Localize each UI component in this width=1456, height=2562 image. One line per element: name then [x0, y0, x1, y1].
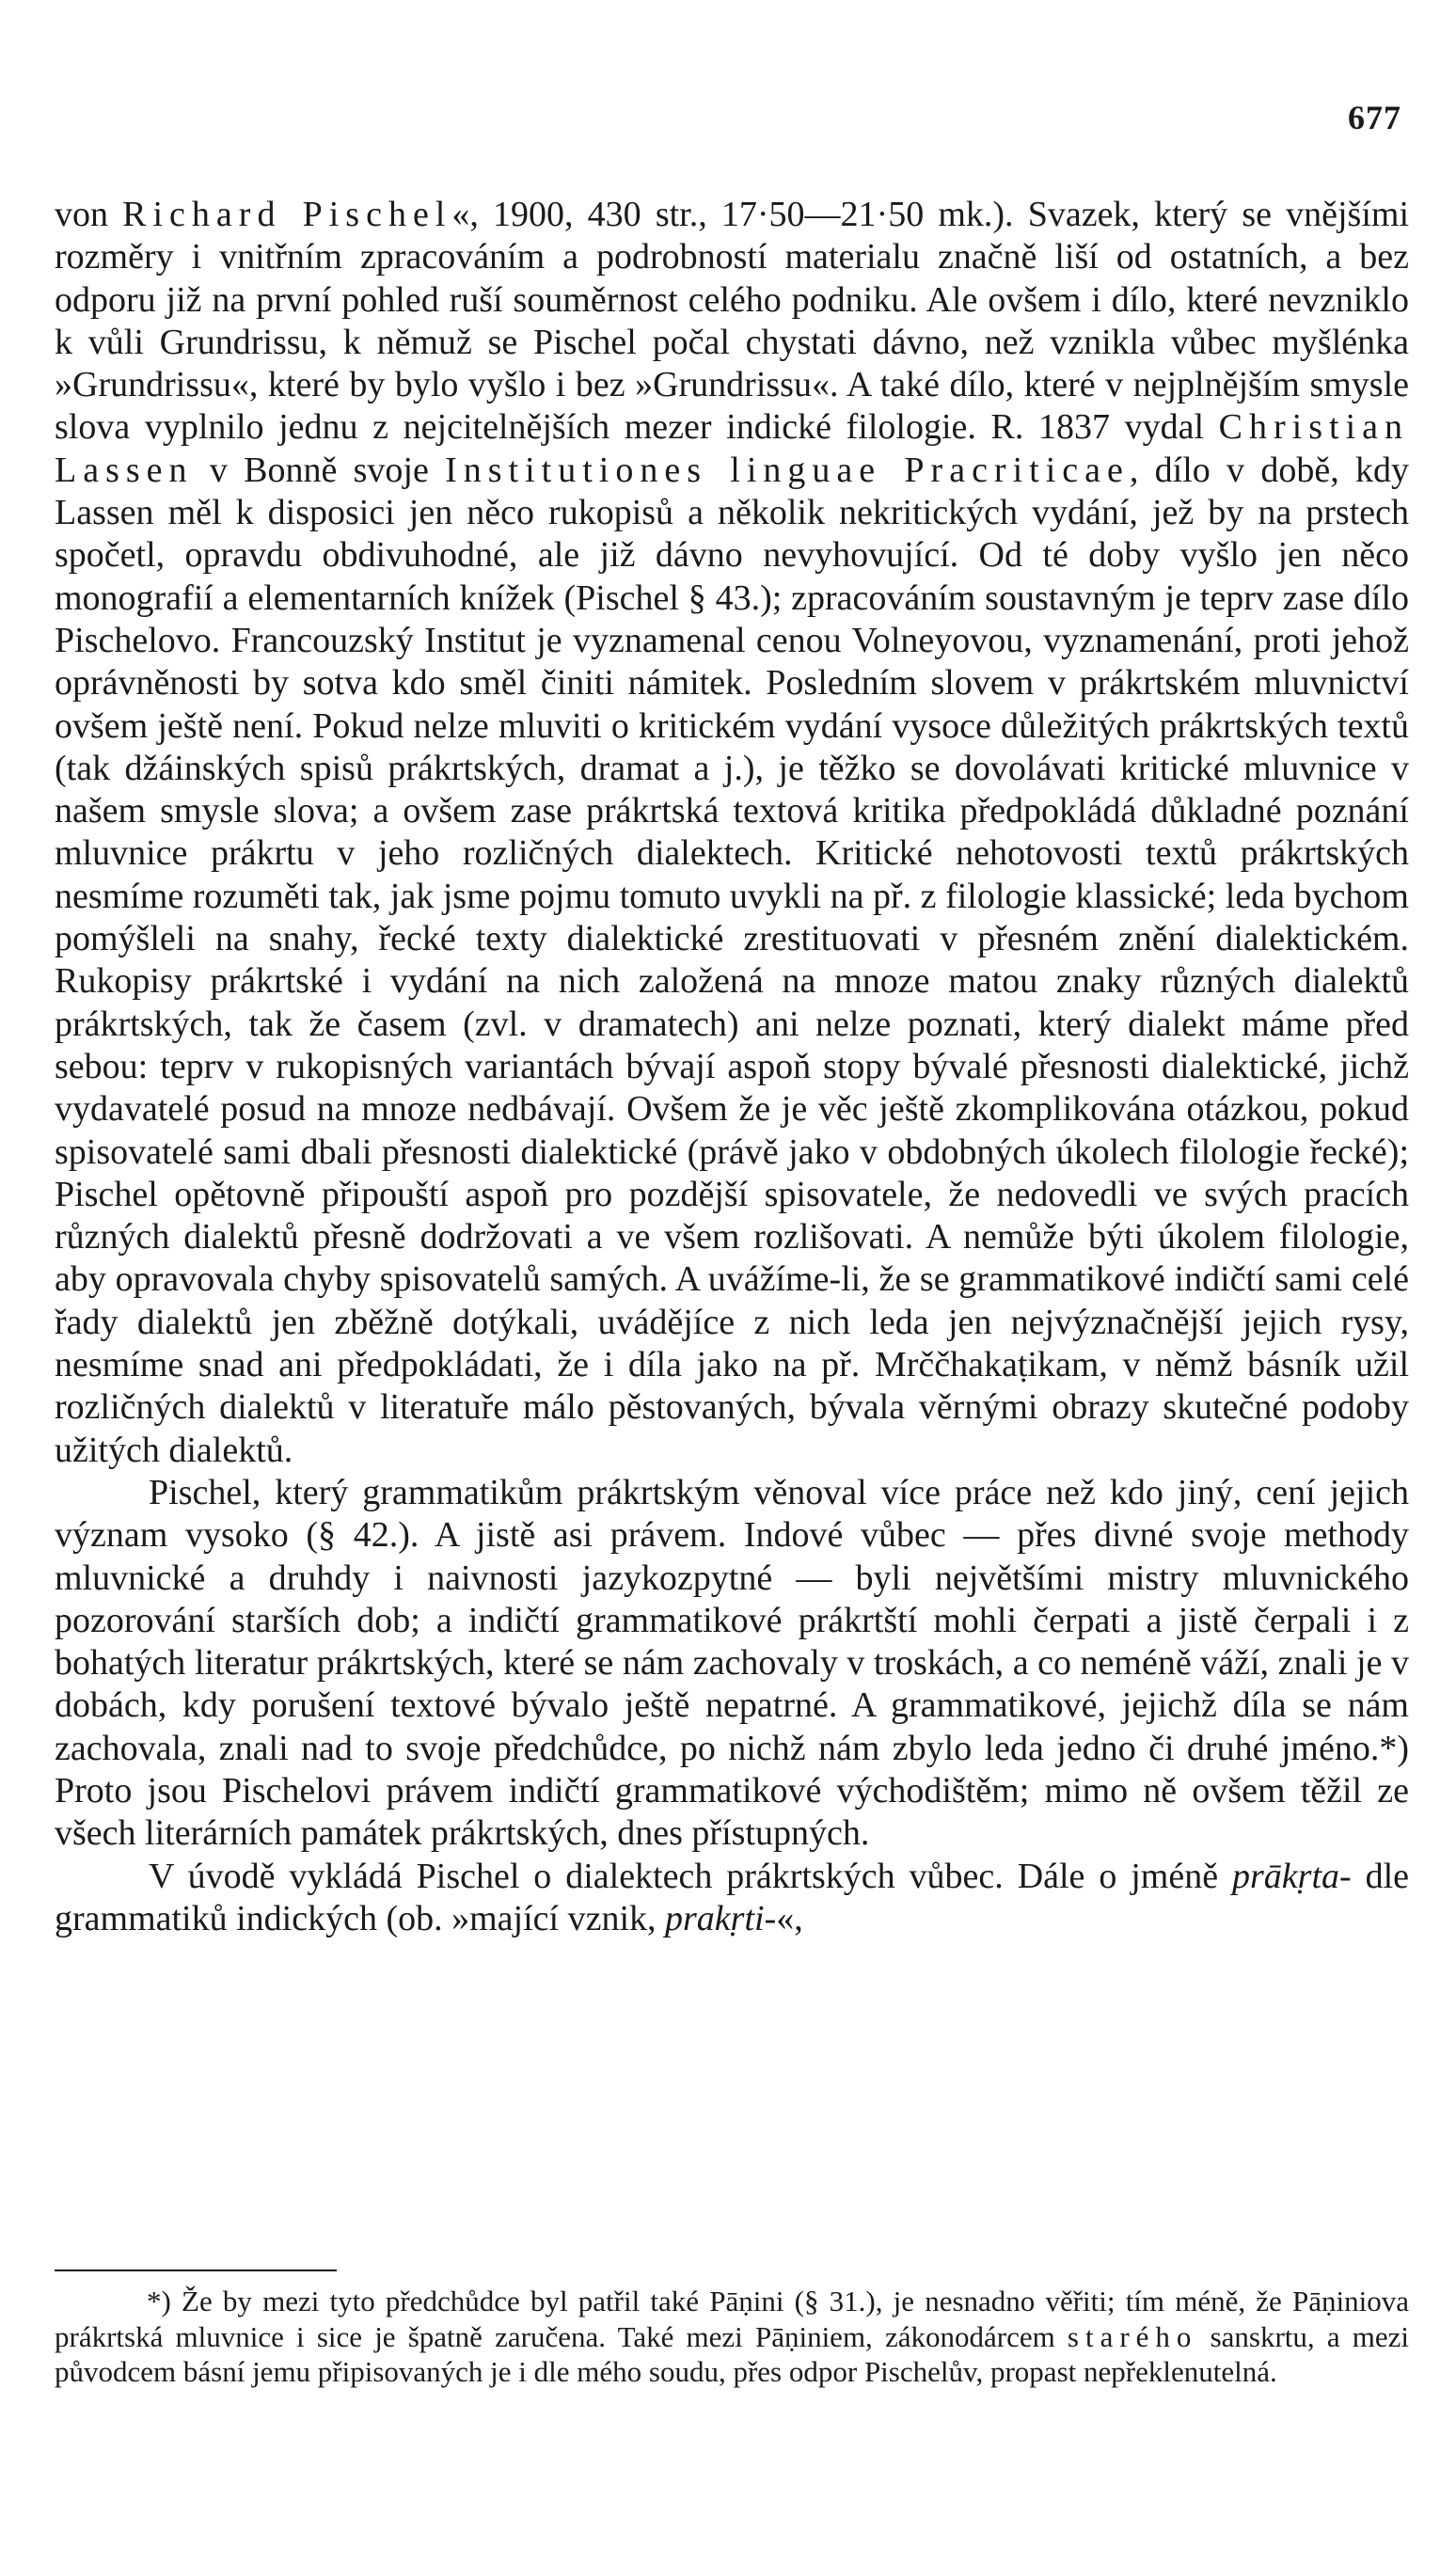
text-run: *) Že by mezi tyto předchůdce byl patřil také Pāṇini (§ 31.), je nesnadno věřiti; tím méně, že Pāṇiniova prákrtská mluvnice i sice je špatně zaručena. Také mezi Pāṇiniem, zákonodárcem — [55, 2285, 1409, 2353]
text-run: von — [55, 195, 123, 234]
text-run: sanskrtu, a mezi původcem básní jemu připisovaných je i dle mého soudu, přes odpor Pischelův, propast nepřeklenutelná. — [55, 2319, 1410, 2388]
paragraph-1 — [55, 194, 1409, 1472]
term-prakrta: prākṛta- — [1232, 1856, 1352, 1896]
author-name: Richard Pischel — [122, 195, 452, 234]
text-run: V úvodě vykládá Pischel o dialektech prákrtských vůbec. Dále o jméně — [149, 1856, 1232, 1896]
paragraph-2: Pischel, který grammatikům prákrtským věnoval více práce než kdo jiný, cení jejich význam vysoko (§ 42.). A jistě asi právem. Indové vůbec — přes divné svoje methody mluvnické a druhdy i naivnosti jazykozpytné — byli největšími mistry mluvnického pozorování starších dob; a indičtí grammatikové prákrtští mohli čerpati a jistě čerpali i z bohatých literatur prákrtských, které se nám zachovaly v troskách, a co neméně váží, znali je v dobách, kdy porušení textové bývalo ještě nepatrné. A grammatikové, jejichž díla se nám zachovala, znali nad to svoje předchůdce, po nichž nám zbylo leda jedno či druhé jméno.*) Proto jsou Pischelovi právem indičtí grammatikové východištěm; mimo ně ovšem těžil ze všech literárních památek prákrtských, dnes přístupných. — [55, 1472, 1409, 1854]
work-title: Institutiones linguae Pracriticae — [445, 450, 1130, 490]
text-run: dle grammatiků indických (ob. »mající vznik, — [55, 1856, 1409, 1938]
term-prakrti: prakṛti- — [665, 1898, 777, 1938]
main-text — [55, 194, 1409, 1940]
text-run: «, 1900, 430 str., 17·50—21·50 mk.). Svazek, který se vnějšími rozměry i vnitřním zpracováním a podrobností materialu značně liší od ostatních, a bez odporu již na první pohled ruší souměrnost celého podniku. Ale ovšem i dílo, které nevzniklo k vůli Grundrissu, k němuž se Pischel počal chystati dávno, než vznikla vůbec myšlénka »Grundrissu«, které by bylo vyšlo i bez »Grundrissu«. A také dílo, které v nejplnějším smysle slova vyplnilo jednu z nejcitelnějších mezer indické filologie. R. 1837 vydal — [55, 195, 1410, 448]
lassen-name: Christian Lassen — [55, 407, 1409, 490]
footnote — [55, 2284, 1409, 2390]
text-run: «, — [776, 1898, 803, 1938]
text-run: , dílo v době, kdy Lassen měl k disposici jen něco rukopisů a několik nekritických vydání, jež by na prstech spočetl, opravdu obdivuhodné, ale již dávno nevyhovující. Od té doby vyšlo jen něco monografií a elementarních knížek (Pischel § 43.); zpracováním soustavným je teprv zase dílo Pischelovo. Francouzský Institut je vyznamenal cenou Volneyovou, vyznamenání, proti jehož oprávněnosti by sotva kdo směl činiti námitek. Posledním slovem v prákrtském mluvnictví ovšem ještě není. Pokud nelze mluviti o kritickém vydání vysoce důležitých prákrtských textů (tak džáinských spisů prákrtských, dramat a j.), je těžko se dovolávati kritické mluvnice v našem smysle slova; a ovšem zase prákrtská textová kritika předpokládá důkladné poznání mluvnice prákrtu v jeho rozličných dialektech. Kritické nehotovosti textů prákrtských nesmíme rozuměti tak, jak jsme pojmu tomuto uvykli na př. z filologie klassické; leda bychom pomýšleli na snahy, řecké texty dialektické zrestituovati v přesném znění dialektickém. Rukopisy prákrtské i vydání na nich založená na mnoze matou znaky různých dialektů prákrtských, tak že časem (zvl. v dramatech) ani nelze poznati, který dialekt máme před sebou: teprv v rukopisných variantách bývají aspoň stopy bývalé přesnosti dialektické, jichž vydavatelé posud na mnoze nedbávají. Ovšem že je věc ještě zkomplikována otázkou, pokud spisovatelé sami dbali přesnosti dialektické (právě jako v obdobných úkolech filologie řecké); Pischel opětovně připouští aspoň pro pozdější spisovatele, že nedovedli ve svých pracích různých dialektů přesně dodržovati a ve všem rozlišovati. A nemůže býti úkolem filologie, aby opravovala chyby spisovatelů samých. A uvážíme-li, že se grammatikové indičtí sami celé řady dialektů jen zběžně dotýkali, uvádějíce z nich leda jen nejvýznačnější jejich rysy, nesmíme snad ani předpokládati, že i díla jako na př. Mrččhakaṭikam, v němž básník užil rozličných dialektů v literatuře málo pěstovaných, bývala věrnými obrazy skutečné podoby užitých dialektů. — [55, 450, 1410, 1470]
text-run: v Bonně svoje — [193, 450, 446, 490]
footnote-text — [55, 2284, 1409, 2390]
page-number: 677 — [1348, 99, 1401, 136]
paragraph-3 — [55, 1856, 1409, 1941]
footnote-divider — [55, 2269, 337, 2271]
emphasis-word: starého — [1067, 2319, 1198, 2353]
